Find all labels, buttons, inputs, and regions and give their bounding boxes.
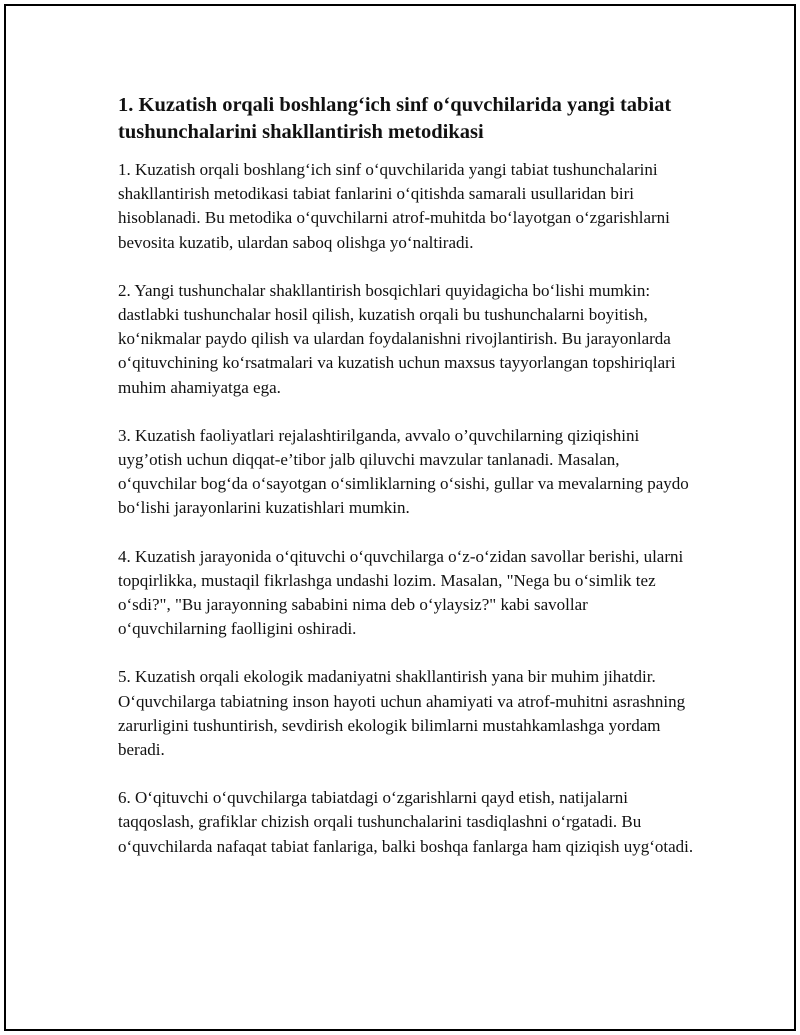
paragraph-6: 6. O‘qituvchi o‘quvchilarga tabiatdagi o‘zgarishlarni qayd etish, natijalarni taqqoslash, grafiklar chizish orqali tushunchalarini tasdiqlashni o‘rgatadi. Bu o‘quvchilarda nafaqat tabiat fanlariga, balki boshqa fanlarga ham qiziqish uyg‘otadi. — [118, 788, 694, 856]
paragraph-1: 1. Kuzatish orqali boshlang‘ich sinf o‘quvchilarida yangi tabiat tushunchalarini shakllantirish metodikasi tabiat fanlarini o‘qitishda samarali usullaridan biri hisoblanadi. Bu metodika o‘quvchilarni atrof-muhitda bo‘layotgan o‘zgarishlarni bevosita kuzatib, ulardan saboq olishga yo‘naltiradi. — [118, 160, 670, 252]
paragraph-4: 4. Kuzatish jarayonida o‘qituvchi o‘quvchilarga o‘z-o‘zidan savollar berishi, ularni topqirlikka, mustaqil fikrlashga undashi lozim. Masalan, "Nega bu o‘simlik tez o‘sdi?", "Bu jarayonning sababini nima deb o‘ylaysiz?" kabi savollar o‘quvchilarning faolligini oshiradi. — [118, 546, 684, 639]
document-body — [118, 92, 698, 883]
paragraph-5: 5. Kuzatish orqali ekologik madaniyatni shakllantirish yana bir muhim jihatdir. O‘quvchilarga tabiatning inson hayoti uchun ahamiyati va atrof-muhitni asrashning zarurligini tushuntirish, sevdirish ekologik bilimlarni mustahkamlashga yordam beradi. — [118, 667, 686, 760]
paragraph-3: 3. Kuzatish faoliyatlari rejalashtirilganda, avvalo o’quvchilarning qiziqishini uyg’otish uchun diqqat-e’tibor jalb qiluvchi mavzular tanlanadi. Masalan, o‘quvchilar bog‘da o‘sayotgan o‘simliklarning o‘sishi, gullar va mevalarning paydo bo‘lishi jarayonlarini kuzatishlari mumkin. — [118, 425, 689, 518]
document-title: 1. Kuzatish orqali boshlang‘ich sinf o‘quvchilarida yangi tabiat tushunchalarini shakllantirish metodikasi — [118, 94, 672, 143]
paragraph-2: 2. Yangi tushunchalar shakllantirish bosqichlari quyidagicha bo‘lishi mumkin: dastlabki tushunchalar hosil qilish, kuzatish orqali bu tushunchalarni boyitish, ko‘nikmalar paydo qilish va ulardan foydalanishni rivojlantirish. Bu jarayonlarda o‘qituvchining ko‘rsatmalari va kuzatish uchun maxsus tayyorlangan topshiriqlari muhim ahamiyatga ega. — [118, 280, 676, 397]
